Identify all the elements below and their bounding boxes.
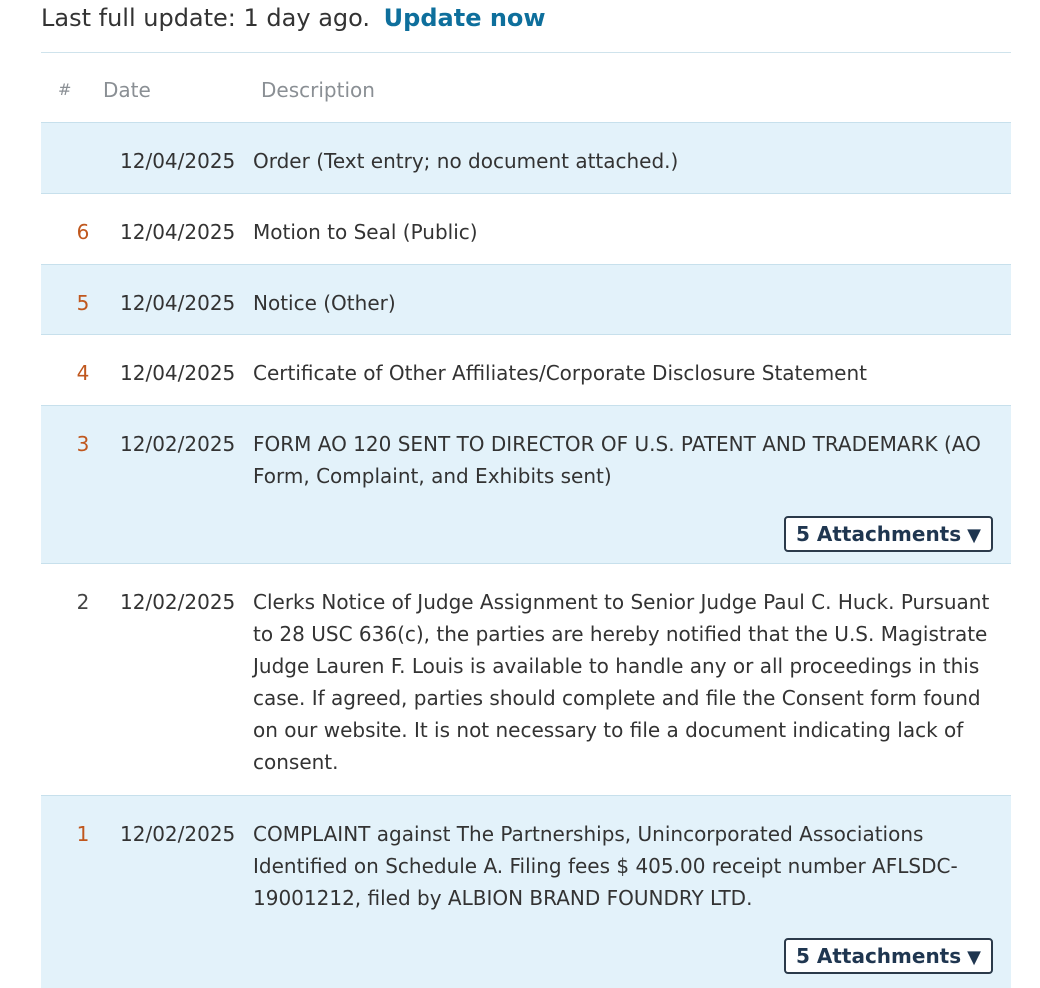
docket-entry bbox=[41, 122, 1011, 193]
last-update-text: Last full update: 1 day ago. bbox=[41, 4, 371, 32]
entry-date: 12/04/2025 bbox=[120, 361, 236, 385]
attachments-toggle-button[interactable] bbox=[784, 516, 993, 552]
attachments-toggle-button[interactable] bbox=[784, 938, 993, 974]
entry-date: 12/02/2025 bbox=[120, 590, 236, 614]
entry-number: 1 bbox=[76, 822, 90, 846]
entry-description[interactable]: Notice (Other) bbox=[253, 291, 396, 315]
docket-entry bbox=[41, 405, 1011, 563]
entry-number: 4 bbox=[76, 361, 90, 385]
entry-number: 3 bbox=[76, 432, 90, 456]
caret-down-icon: ▼ bbox=[967, 525, 981, 546]
entry-number: 5 bbox=[76, 291, 90, 315]
docket-entries-list bbox=[41, 122, 1011, 988]
last-update-bar bbox=[41, 2, 546, 34]
entry-number: 6 bbox=[76, 220, 90, 244]
caret-down-icon: ▼ bbox=[967, 947, 981, 968]
update-now-link[interactable]: Update now bbox=[383, 4, 546, 32]
entry-description: Order (Text entry; no document attached.) bbox=[253, 149, 679, 173]
docket-entry bbox=[41, 795, 1011, 988]
entry-description[interactable]: FORM AO 120 SENT TO DIRECTOR OF U.S. PATENT AND TRADEMARK (AO Form, Complaint, and Exhibits sent) bbox=[253, 432, 981, 488]
docket-entry bbox=[41, 193, 1011, 264]
entry-description[interactable]: Certificate of Other Affiliates/Corporate Disclosure Statement bbox=[253, 361, 868, 385]
column-header-description: Description bbox=[261, 78, 375, 102]
entry-date: 12/04/2025 bbox=[120, 220, 236, 244]
entry-description: Clerks Notice of Judge Assignment to Senior Judge Paul C. Huck. Pursuant to 28 USC 636(c), the parties are hereby notified that the U.S. Magistrate Judge Lauren F. Louis is available to handle any or all proceedings in this case. If agreed, parties should complete and file the Consent form found on our website. It is not necessary to file a document indicating lack of consent. bbox=[253, 590, 990, 774]
column-header-date: Date bbox=[103, 78, 151, 102]
entry-date: 12/02/2025 bbox=[120, 822, 236, 846]
entry-description[interactable]: COMPLAINT against The Partnerships, Unincorporated Associations Identified on Schedule A. Filing fees $ 405.00 receipt number AFLSDC-19001212, filed by ALBION BRAND FOUNDRY LTD. bbox=[253, 822, 958, 910]
docket-entry bbox=[41, 563, 1011, 795]
entry-date: 12/04/2025 bbox=[120, 149, 236, 173]
docket-entry bbox=[41, 264, 1011, 334]
docket-entry bbox=[41, 334, 1011, 405]
docket-header-row bbox=[41, 53, 1011, 122]
entry-date: 12/04/2025 bbox=[120, 291, 236, 315]
entry-number: 2 bbox=[76, 590, 90, 614]
attachments-label: 5 Attachments bbox=[795, 522, 962, 546]
entry-date: 12/02/2025 bbox=[120, 432, 236, 456]
entry-description[interactable]: Motion to Seal (Public) bbox=[253, 220, 478, 244]
attachments-label: 5 Attachments bbox=[795, 944, 962, 968]
column-header-number: # bbox=[58, 80, 72, 99]
